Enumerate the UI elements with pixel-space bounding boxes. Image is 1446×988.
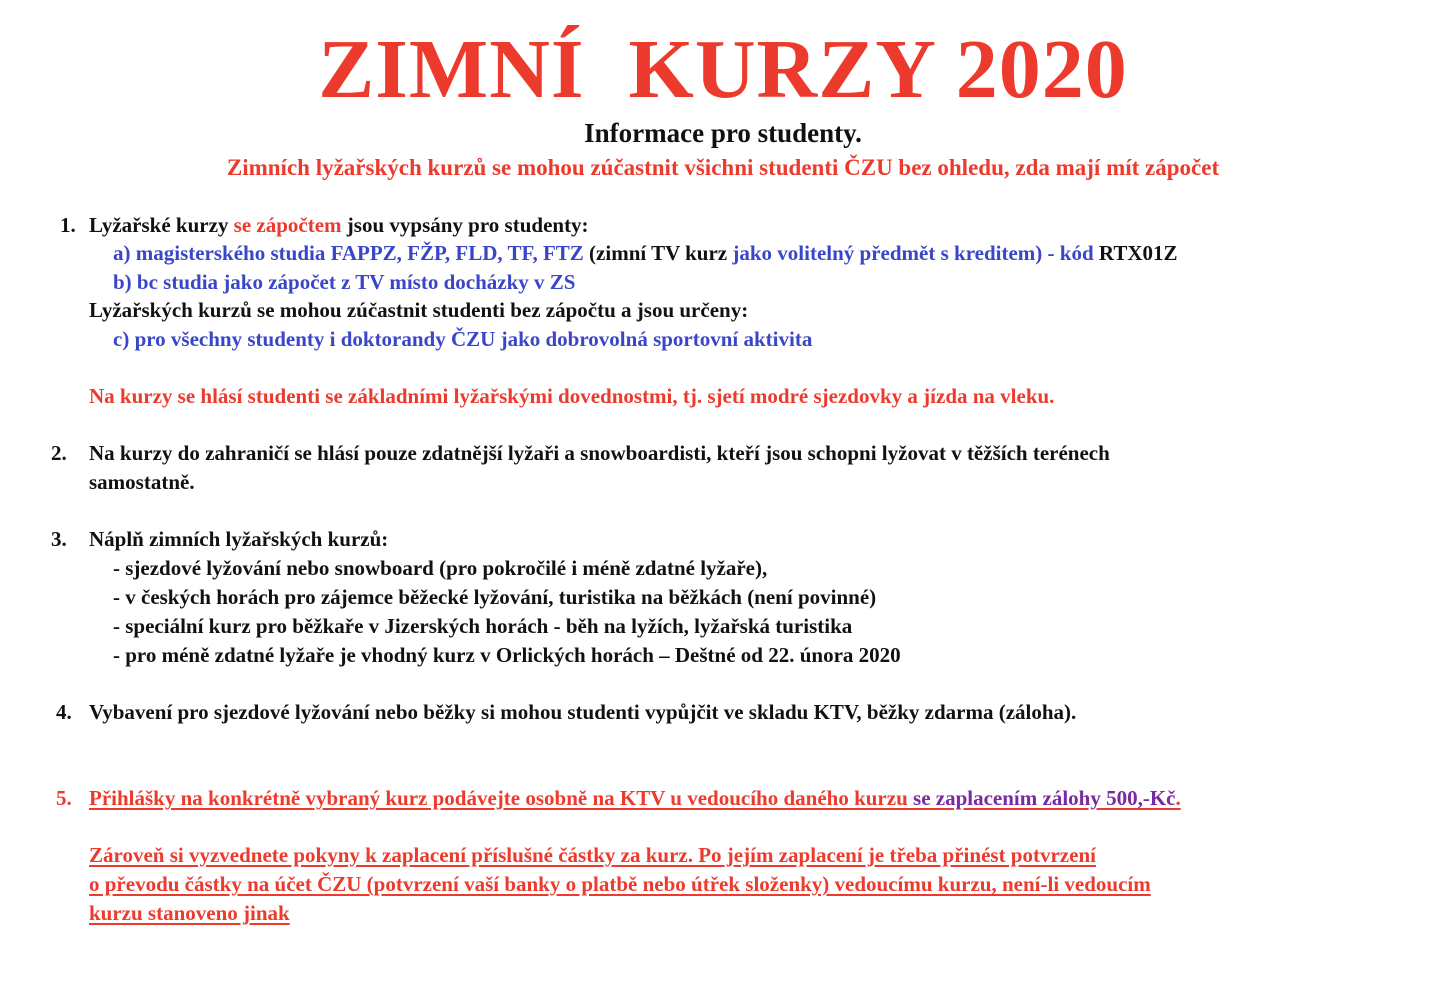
intro-text: Zimních lyžařských kurzů se mohou zúčastnit všichni studenti ČZU bez ohledu, zda mají mít zápočet — [226, 155, 1220, 180]
item-number: 4. — [56, 700, 72, 724]
item1-lead2: Lyžařských kurzů se mohou zúčastnit studenti bez zápočtu a jsou určeny: — [89, 298, 749, 322]
item5-line1 — [89, 784, 1181, 812]
item-number: 2. — [51, 441, 67, 465]
page-subtitle: Informace pro studenty. — [584, 118, 862, 148]
item3-bullet: - v českých horách pro zájemce běžecké lyžování, turistika na běžkách (není povinné) — [113, 585, 877, 609]
item5-deposit: se zaplacením zálohy 500,-Kč — [913, 786, 1176, 810]
item-number: 5. — [56, 786, 72, 810]
item1-note: Na kurzy se hlásí studenti se základními lyžařskými dovednostmi, tj. sjetí modré sjezdovky a jízda na vleku. — [89, 384, 1055, 408]
item1-lead-c: jsou vypsány pro studenty: — [341, 213, 589, 237]
option-a-part1: a) magisterského studia FAPPZ, FŽP, FLD, TF, FTZ — [113, 241, 590, 265]
item1-lead-highlight: se zápočtem — [233, 213, 342, 237]
item4-text: Vybavení pro sjezdové lyžování nebo běžky si mohou studenti vypůjčit ve skladu KTV, běžky zdarma (záloha). — [89, 700, 1077, 724]
item-number: 1. — [60, 213, 76, 237]
option-a-part2: (zimní TV kurz — [589, 241, 733, 265]
item3-bullet: - speciální kurz pro běžkaře v Jizerských horách - běh na lyžích, lyžařská turistika — [113, 614, 853, 638]
item5-part3: . — [1175, 786, 1181, 810]
item3-lead: Náplň zimních lyžařských kurzů: — [89, 527, 389, 551]
item5-para2-line: kurzu stanoveno jinak — [89, 901, 290, 925]
page-title: ZIMNÍ KURZY 2020 — [318, 23, 1128, 116]
item1-lead-a: Lyžařské kurzy — [89, 213, 234, 237]
item1-lead — [89, 211, 589, 239]
item2-line2: samostatně. — [89, 470, 195, 494]
item5-para2-line: Zároveň si vyzvednete pokyny k zaplacení příslušné částky za kurz. Po jejím zaplacení je třeba přinést potvrzení — [89, 843, 1096, 867]
item2-line1: Na kurzy do zahraničí se hlásí pouze zdatnější lyžaři a snowboardisti, kteří jsou schopni lyžovat v těžších terénech — [89, 441, 1110, 465]
item3-bullet: - sjezdové lyžování nebo snowboard (pro pokročilé i méně zdatné lyžaře), — [113, 556, 768, 580]
option-a-part4: RTX01Z — [1098, 241, 1178, 265]
item1-option-a — [113, 239, 1178, 267]
item1-option-c: c) pro všechny studenty i doktorandy ČZU jako dobrovolná sportovní aktivita — [113, 327, 813, 351]
item1-option-b: b) bc studia jako zápočet z TV místo docházky v ZS — [113, 270, 576, 294]
item5-part1: Přihlášky na konkrétně vybraný kurz podávejte osobně na KTV u vedoucího daného kurzu — [89, 786, 914, 810]
option-a-part3: jako volitelný předmět s kreditem) - kód — [732, 241, 1099, 265]
item-number: 3. — [51, 527, 67, 551]
item3-bullet: - pro méně zdatné lyžaře je vhodný kurz v Orlických horách – Deštné od 22. února 2020 — [113, 643, 901, 667]
item5-para2-line: o převodu částky na účet ČZU (potvrzení vaší banky o platbě nebo útřek složenky) vedoucímu kurzu, není-li vedoucím — [89, 872, 1151, 896]
